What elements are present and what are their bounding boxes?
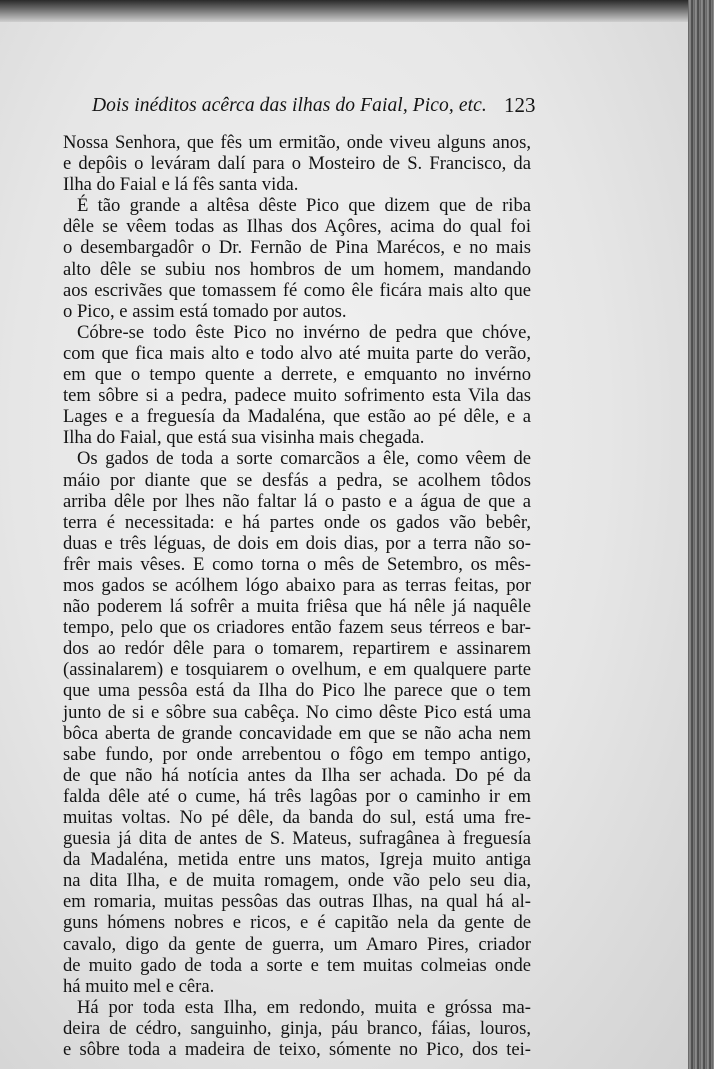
text-line: tempo, pelo que os criadores então fazem seus térreos e bar- (63, 617, 531, 639)
text-line: guns hómens nobres e ricos, e é capitão nela da gente de (63, 912, 531, 934)
text-line: com que fica mais alto e todo alvo até muita parte do verão, (63, 342, 531, 364)
text-line: sabe fundo, por onde arrebentou o fôgo em tempo antigo, (63, 743, 531, 765)
text-line: Cóbre-se todo êste Pico no invérno de pedra que chóve, (77, 321, 531, 343)
text-line: muitas voltas. No pé dêle, da banda do sul, está uma fre- (63, 807, 531, 828)
text-line: Há por toda esta Ilha, em redondo, muita e gróssa ma- (77, 996, 531, 1018)
page-number: 123 (504, 93, 536, 117)
text-line: guesia já dita de antes de S. Mateus, sufragânea à freguesía (63, 828, 531, 850)
book-spine-edge (688, 0, 714, 1069)
text-line: terra é necessitada: e há partes onde os gados vão bebêr, (63, 511, 531, 533)
text-line: frêr mais vêses. E como torna o mês de Setembro, os mês- (63, 553, 531, 575)
text-line: não poderem lá sofrêr a muita friêsa que há nêle já naquêle (63, 596, 531, 618)
text-line: falda dêle até o cume, há três lagôas por o caminho ir em (63, 785, 531, 807)
text-line: o desembargadôr o Dr. Fernão de Pina Marécos, e no mais (63, 237, 531, 259)
text-line: e depôis o leváram dalí para o Mosteiro de S. Francisco, da (63, 153, 531, 175)
text-line: em que o tempo quente a derrete, e emquanto no invérno (63, 364, 531, 386)
running-title: Dois inéditos acêrca das ilhas do Faial, Pico, etc. (92, 95, 487, 116)
text-line: máio por diante que se desfás a pedra, se acolhem tôdos (63, 469, 531, 491)
text-line: Lages e a freguesía da Madaléna, que estão ao pé dêle, e a (63, 406, 531, 428)
text-line: na dita Ilha, e de muita romagem, onde vão pelo seu dia, (63, 870, 531, 892)
text-line: o Pico, e assim está tomado por autos. (63, 300, 347, 322)
text-line: cavalo, digo da gente de guerra, um Amaro Pires, criador (63, 933, 531, 955)
text-line: dos ao redór dêle para o tomarem, repartirem e assinarem (63, 638, 531, 660)
text-line: em romaria, muitas pessôas das outras Ilhas, na qual há al- (63, 891, 531, 913)
text-line: alto dêle se subiu nos hombros de um homem, mandando (63, 258, 531, 280)
text-line: bôca aberta de grande concavidade em que se não acha nem (63, 722, 531, 744)
text-line: mos gados se acólhem lógo abaixo para as terras feitas, por (63, 574, 531, 596)
text-line: (assinalarem) e tosquiarem o ovelhum, e em qualquere parte (63, 659, 531, 681)
text-line: de muito gado de toda a sorte e tem muitas colmeias onde (63, 954, 531, 976)
text-line: arriba dêle por lhes não faltar lá o pasto e a água de que a (63, 490, 531, 512)
text-line: há muito mel e cêra. (63, 975, 215, 997)
text-line: que uma pessôa está da Ilha do Pico lhe parece que o tem (63, 680, 531, 702)
text-line: e sôbre toda a madeira de teixo, sómente no Pico, dos tei- (63, 1039, 531, 1061)
text-line: Ilha do Faial, que está sua visinha mais chegada. (63, 427, 425, 449)
text-line: duas e três léguas, de dois em dois dias, por a terra não so- (63, 532, 531, 554)
text-line: junto de si e sôbre sua cabêça. No cimo dêste Pico está uma (63, 701, 531, 723)
text-line: Nossa Senhora, que fês um ermitão, onde viveu alguns anos, (63, 132, 531, 153)
text-line: aos escrivães que tomassem fé como êle ficára mais alto que (63, 279, 531, 301)
text-line: da Madaléna, metida entre uns matos, Igreja muito antiga (63, 849, 531, 871)
text-line: É tão grande a altêsa dêste Pico que dizem que de riba (77, 195, 531, 217)
page-top-edge (0, 0, 714, 22)
text-line: de que não há notícia antes da Ilha ser achada. Do pé da (63, 764, 531, 786)
text-line: dêle se vêem todas as Ilhas dos Açôres, acima do qual foi (63, 216, 531, 238)
text-line: tem sôbre si a pedra, padece muito sofrimento esta Vila das (63, 385, 531, 407)
body-text (63, 132, 531, 1060)
text-line: Ilha do Faial e lá fês santa vida. (63, 174, 299, 196)
text-line: Os gados de toda a sorte comarcãos a êle, como vêem de (77, 448, 531, 470)
text-line: deira de cédro, sanguinho, ginja, páu branco, fáias, louros, (63, 1017, 531, 1039)
